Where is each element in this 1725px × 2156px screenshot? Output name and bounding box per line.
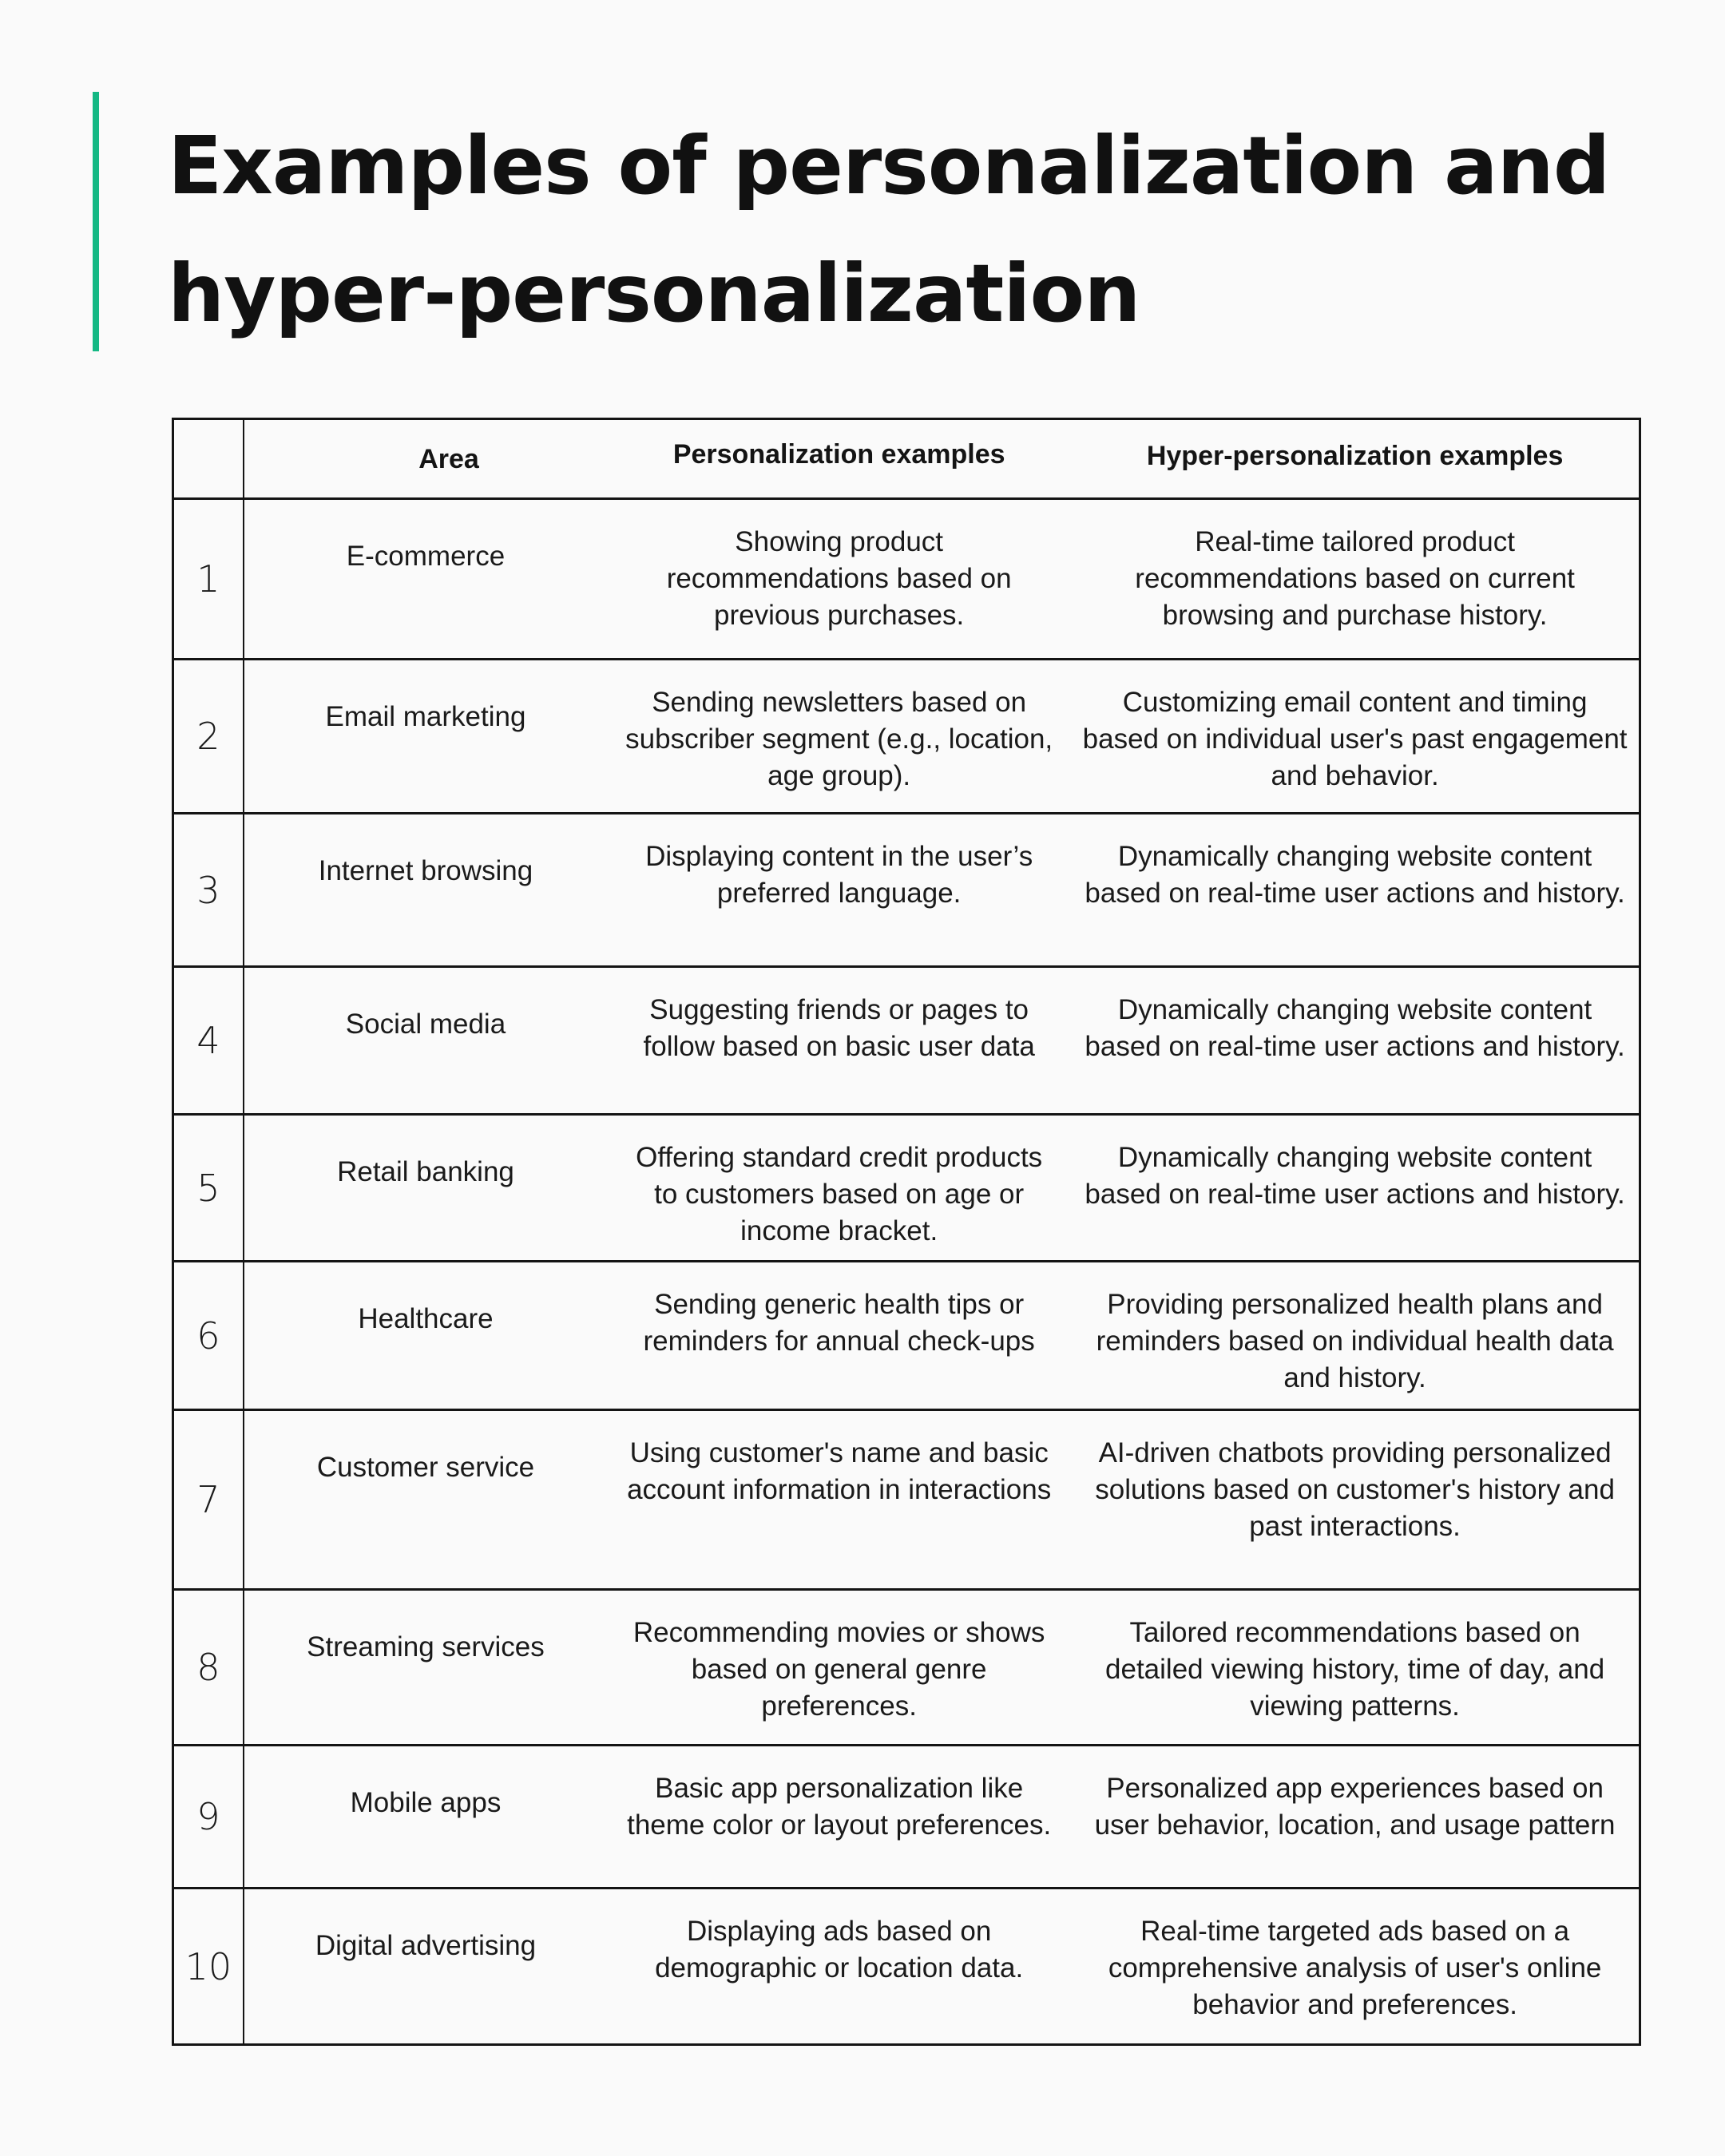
row-personalization: Displaying ads based on demographic or location data. (655, 1916, 1024, 1984)
header-hyper-personalization: Hyper-personalization examples (1146, 441, 1564, 471)
row-number: 4 (174, 968, 244, 1113)
row-personalization: Sending newsletters based on subscriber segment (e.g., location, age group). (625, 687, 1053, 791)
row-number: 5 (174, 1116, 244, 1260)
table-row (174, 1889, 1639, 2046)
row-hyper-personalization: Customizing email content and timing based on individual user's past engagement and behavior. (1082, 687, 1628, 791)
row-personalization: Using customer's name and basic account information in interactions (627, 1437, 1052, 1505)
table-row (174, 500, 1639, 660)
table-row (174, 1116, 1639, 1262)
row-number: 2 (174, 660, 244, 812)
row-area: Healthcare (358, 1303, 494, 1334)
row-area: Email marketing (325, 701, 526, 732)
table-row (174, 1591, 1639, 1746)
row-area: Retail banking (337, 1156, 514, 1187)
row-hyper-personalization: Personalized app experiences based on user behavior, location, and usage pattern (1094, 1773, 1616, 1841)
row-area: Social media (345, 1009, 506, 1040)
row-personalization: Sending generic health tips or reminders for annual check-ups (643, 1289, 1035, 1357)
row-number: 7 (174, 1411, 244, 1588)
row-number: 1 (174, 500, 244, 658)
row-personalization: Recommending movies or shows based on general genre preferences. (632, 1617, 1045, 1722)
row-area: E-commerce (346, 541, 506, 572)
comparison-table (172, 418, 1641, 2046)
row-hyper-personalization: Dynamically changing website content based on real-time user actions and history. (1085, 841, 1625, 909)
row-number: 6 (174, 1262, 244, 1409)
row-area: Customer service (316, 1452, 535, 1483)
header-area: Area (418, 444, 479, 474)
row-personalization: Displaying content in the user’s preferred language. (645, 841, 1033, 909)
row-hyper-personalization: Providing personalized health plans and reminders based on individual health data and history. (1096, 1289, 1614, 1393)
title-line-1: Examples of personalization and (168, 119, 1610, 212)
row-area: Streaming services (307, 1631, 545, 1663)
title-line-2: hyper-personalization (168, 247, 1140, 340)
page-title (168, 102, 1610, 358)
header-personalization: Personalization examples (672, 439, 1005, 470)
row-personalization: Showing product recommendations based on previous purchases. (666, 526, 1012, 631)
table-row (174, 660, 1639, 814)
row-hyper-personalization: Dynamically changing website content based on real-time user actions and history. (1085, 1142, 1625, 1210)
row-number: 8 (174, 1591, 244, 1744)
row-area: Mobile apps (350, 1787, 502, 1818)
row-personalization: Offering standard credit products to customers based on age or income bracket. (636, 1142, 1043, 1246)
table-row (174, 1411, 1639, 1591)
row-hyper-personalization: Dynamically changing website content based on real-time user actions and history. (1085, 994, 1625, 1062)
table-header-row (174, 420, 1639, 500)
row-hyper-personalization: Real-time tailored product recommendations based on current browsing and purchase history. (1135, 526, 1575, 631)
table-row (174, 814, 1639, 968)
row-hyper-personalization: Real-time targeted ads based on a comprehensive analysis of user's online behavior and preferences. (1108, 1916, 1602, 2020)
table-row (174, 1746, 1639, 1889)
row-number: 10 (174, 1889, 244, 2043)
row-personalization: Suggesting friends or pages to follow based on basic user data (643, 994, 1035, 1062)
row-number: 3 (174, 814, 244, 965)
row-area: Internet browsing (318, 855, 533, 886)
row-hyper-personalization: AI-driven chatbots providing personalized solutions based on customer's history and past interactions. (1095, 1437, 1615, 1542)
row-number: 9 (174, 1746, 244, 1887)
row-area: Digital advertising (315, 1930, 537, 1961)
accent-bar (93, 92, 99, 351)
table-row (174, 1262, 1639, 1411)
row-personalization: Basic app personalization like theme color or layout preferences. (627, 1773, 1052, 1841)
row-hyper-personalization: Tailored recommendations based on detailed viewing history, time of day, and viewing patterns. (1105, 1617, 1605, 1722)
header-number (174, 420, 244, 497)
table-row (174, 968, 1639, 1116)
